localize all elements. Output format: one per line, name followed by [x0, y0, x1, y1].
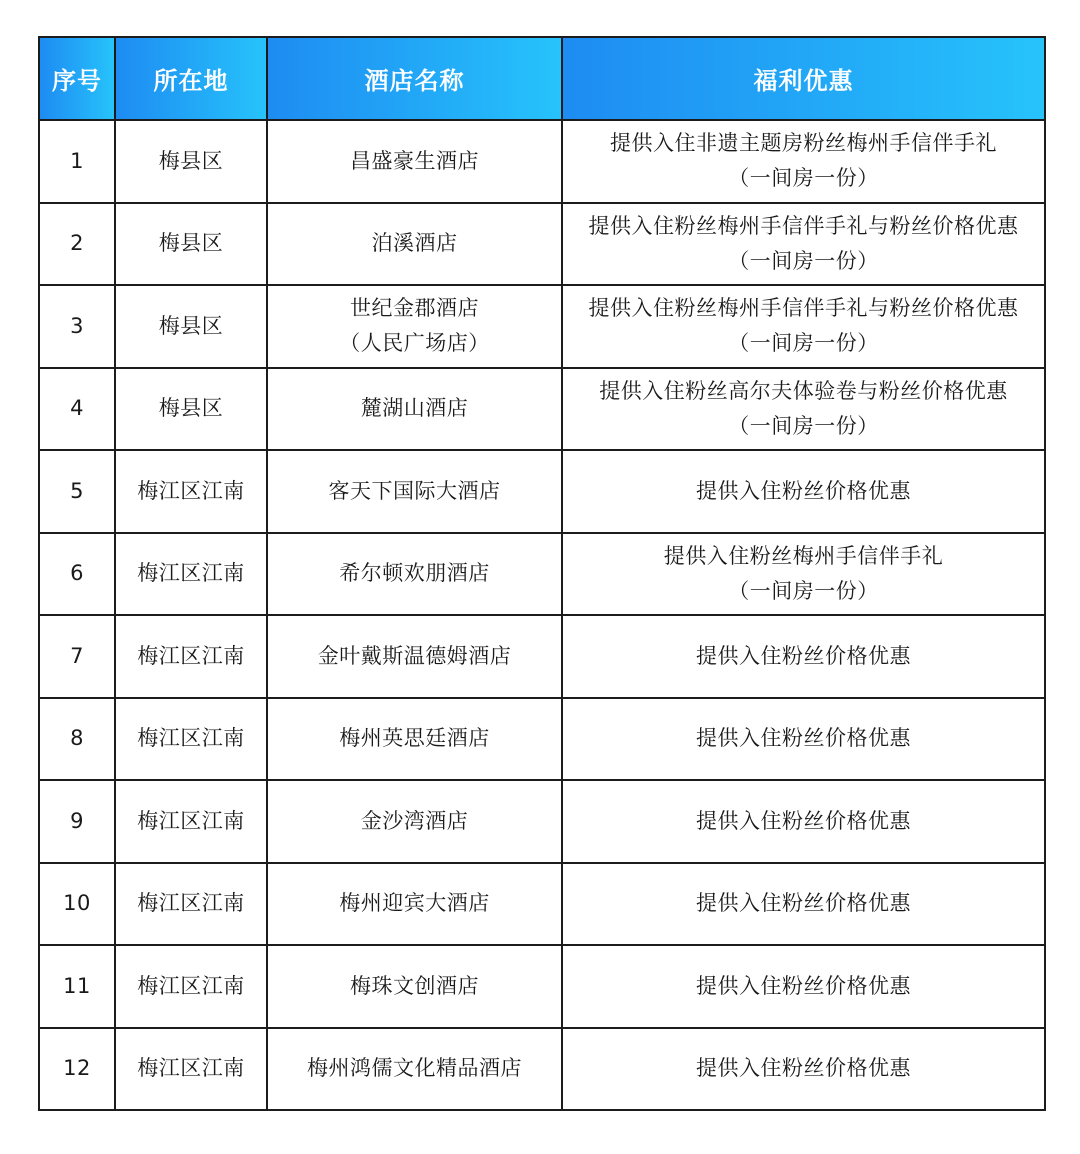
cell-location: 梅江区江南	[115, 780, 267, 863]
cell-serial-number: 8	[39, 698, 115, 781]
table-row	[39, 368, 1045, 451]
hotel-name-line: 昌盛豪生酒店	[350, 148, 479, 173]
hotel-name-line: 梅珠文创酒店	[350, 973, 479, 998]
table-header-row	[39, 37, 1045, 120]
table-row	[39, 120, 1045, 203]
benefit-line: 提供入住粉丝价格优惠	[696, 808, 911, 833]
table-row	[39, 203, 1045, 286]
benefit-line: 提供入住粉丝价格优惠	[696, 891, 911, 916]
cell-location: 梅县区	[115, 203, 267, 286]
benefit-line: 提供入住粉丝梅州手信伴手礼与粉丝价格优惠	[588, 296, 1019, 321]
benefit-line: 提供入住非遗主题房粉丝梅州手信伴手礼	[610, 131, 997, 156]
benefit-line: 提供入住粉丝梅州手信伴手礼与粉丝价格优惠	[588, 213, 1019, 238]
cell-benefits	[562, 615, 1045, 698]
cell-benefits	[562, 285, 1045, 368]
hotel-name-line: 泊溪酒店	[371, 231, 458, 256]
cell-location: 梅县区	[115, 285, 267, 368]
table-row	[39, 615, 1045, 698]
cell-hotel-name	[267, 450, 562, 533]
cell-benefits	[562, 450, 1045, 533]
table-row	[39, 285, 1045, 368]
cell-serial-number: 5	[39, 450, 115, 533]
benefit-line: （一间房一份）	[728, 413, 879, 438]
cell-benefits	[562, 120, 1045, 203]
cell-benefits	[562, 1028, 1045, 1111]
hotel-benefits-table-container	[38, 36, 1044, 1111]
table-row	[39, 698, 1045, 781]
hotel-name-line: 麓湖山酒店	[360, 396, 469, 421]
cell-serial-number: 12	[39, 1028, 115, 1111]
cell-benefits	[562, 203, 1045, 286]
benefit-line: 提供入住粉丝价格优惠	[696, 973, 911, 998]
cell-serial-number: 2	[39, 203, 115, 286]
cell-location: 梅江区江南	[115, 450, 267, 533]
hotel-benefits-table	[38, 36, 1046, 1111]
hotel-name-line: 梅州英思廷酒店	[339, 726, 490, 751]
header-location: 所在地	[115, 37, 267, 120]
cell-hotel-name	[267, 1028, 562, 1111]
benefit-line: 提供入住粉丝价格优惠	[696, 478, 911, 503]
benefit-line: （一间房一份）	[728, 331, 879, 356]
cell-location: 梅江区江南	[115, 863, 267, 946]
cell-hotel-name	[267, 780, 562, 863]
cell-serial-number: 9	[39, 780, 115, 863]
hotel-name-line: 客天下国际大酒店	[328, 478, 501, 503]
hotel-name-line: （人民广场店）	[339, 331, 490, 356]
cell-serial-number: 11	[39, 945, 115, 1028]
cell-benefits	[562, 945, 1045, 1028]
benefit-line: 提供入住粉丝价格优惠	[696, 643, 911, 668]
cell-location: 梅江区江南	[115, 533, 267, 616]
table-row	[39, 945, 1045, 1028]
cell-location: 梅江区江南	[115, 615, 267, 698]
cell-hotel-name	[267, 698, 562, 781]
cell-hotel-name	[267, 120, 562, 203]
table-row	[39, 450, 1045, 533]
benefit-line: 提供入住粉丝价格优惠	[696, 1056, 911, 1081]
cell-serial-number: 10	[39, 863, 115, 946]
cell-location: 梅县区	[115, 120, 267, 203]
cell-serial-number: 6	[39, 533, 115, 616]
table-body	[39, 120, 1045, 1110]
benefit-line: 提供入住粉丝梅州手信伴手礼	[663, 543, 944, 568]
cell-location: 梅江区江南	[115, 1028, 267, 1111]
cell-hotel-name	[267, 945, 562, 1028]
hotel-name-line: 梅州迎宾大酒店	[339, 891, 490, 916]
benefit-line: 提供入住粉丝价格优惠	[696, 726, 911, 751]
table-row	[39, 533, 1045, 616]
header-serial-number: 序号	[39, 37, 115, 120]
table-row	[39, 780, 1045, 863]
hotel-name-line: 梅州鸿儒文化精品酒店	[307, 1056, 522, 1081]
cell-hotel-name	[267, 285, 562, 368]
benefit-line: （一间房一份）	[728, 578, 879, 603]
cell-location: 梅江区江南	[115, 945, 267, 1028]
cell-hotel-name	[267, 368, 562, 451]
table-row	[39, 1028, 1045, 1111]
benefit-line: （一间房一份）	[728, 248, 879, 273]
cell-serial-number: 1	[39, 120, 115, 203]
cell-benefits	[562, 780, 1045, 863]
cell-hotel-name	[267, 533, 562, 616]
benefit-line: （一间房一份）	[728, 166, 879, 191]
hotel-name-line: 希尔顿欢朋酒店	[339, 561, 490, 586]
cell-benefits	[562, 533, 1045, 616]
benefit-line: 提供入住粉丝高尔夫体验卷与粉丝价格优惠	[599, 378, 1008, 403]
cell-benefits	[562, 368, 1045, 451]
cell-location: 梅江区江南	[115, 698, 267, 781]
cell-serial-number: 3	[39, 285, 115, 368]
cell-hotel-name	[267, 203, 562, 286]
cell-serial-number: 7	[39, 615, 115, 698]
cell-hotel-name	[267, 863, 562, 946]
hotel-name-line: 金沙湾酒店	[360, 808, 469, 833]
table-row	[39, 863, 1045, 946]
cell-benefits	[562, 698, 1045, 781]
cell-hotel-name	[267, 615, 562, 698]
cell-benefits	[562, 863, 1045, 946]
header-benefits: 福利优惠	[562, 37, 1045, 120]
cell-location: 梅县区	[115, 368, 267, 451]
header-hotel-name: 酒店名称	[267, 37, 562, 120]
hotel-name-line: 世纪金郡酒店	[350, 296, 479, 321]
cell-serial-number: 4	[39, 368, 115, 451]
hotel-name-line: 金叶戴斯温德姆酒店	[317, 643, 512, 668]
